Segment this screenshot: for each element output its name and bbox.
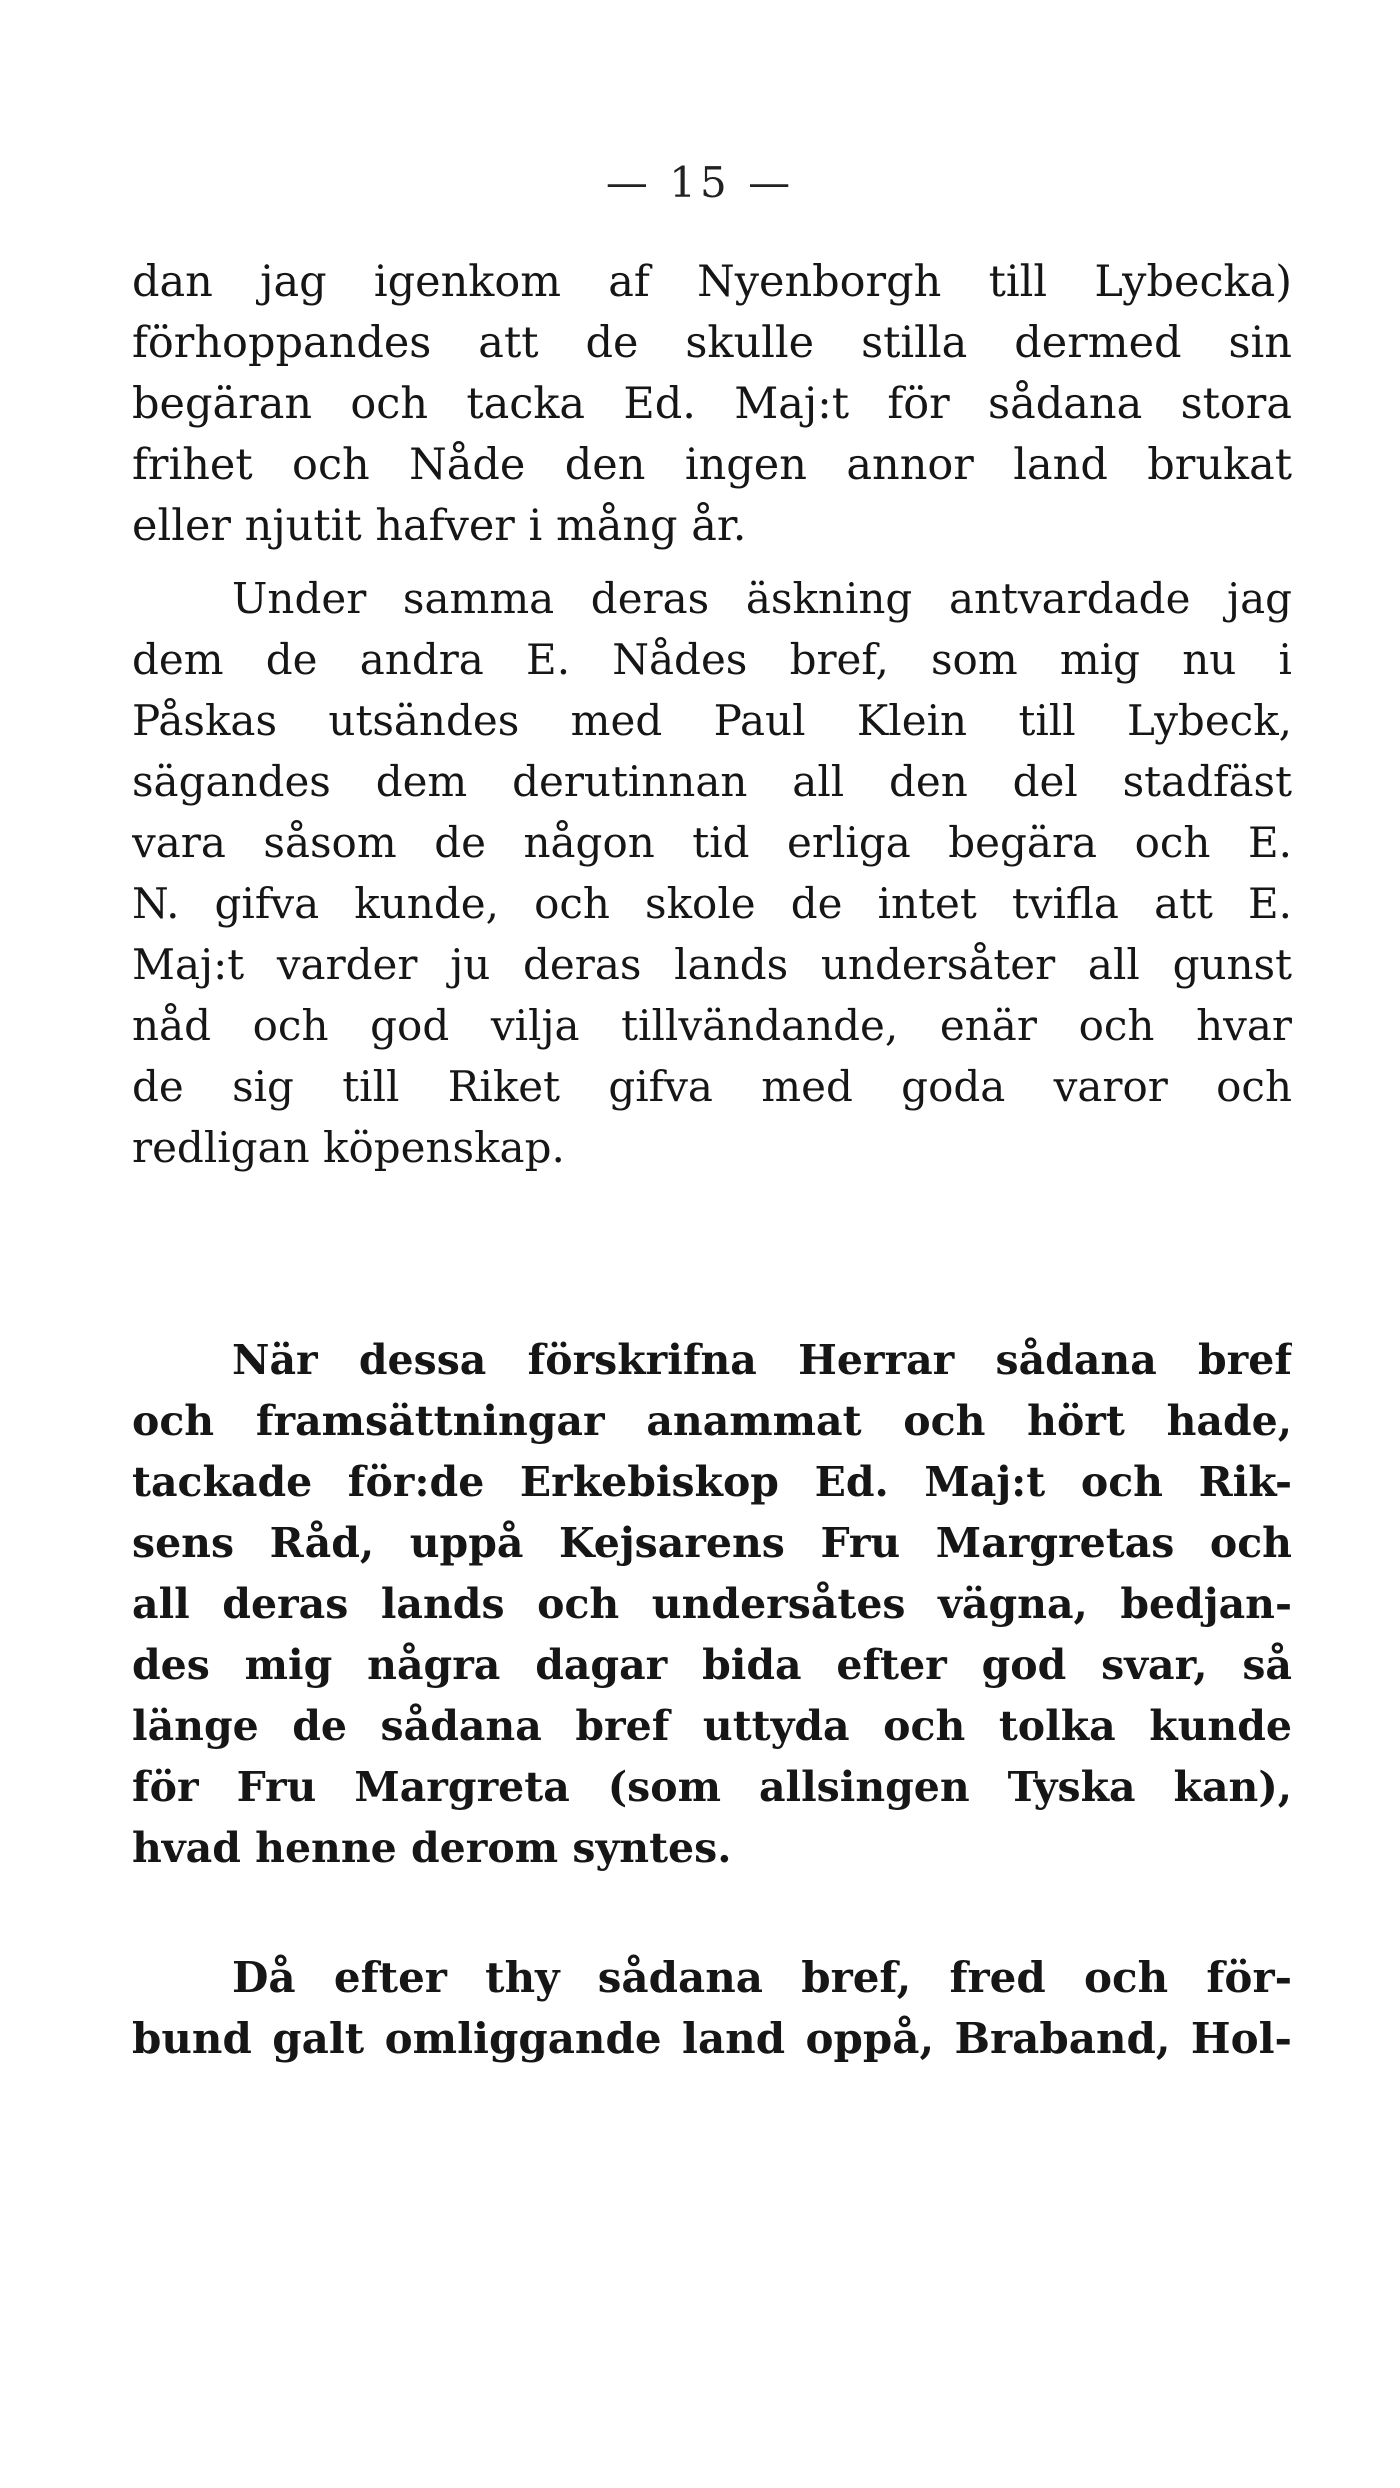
text-line: När dessa förskrifna Herrar sådana bref	[232, 1336, 1292, 1384]
text-line: nåd och god vilja tillvändande, enär och hvar	[132, 1001, 1292, 1050]
page-number-header: — 15 —	[605, 158, 795, 207]
text-line: eller njutit hafver i mång år.	[132, 501, 747, 551]
text-line: redligan köpenskap.	[132, 1123, 565, 1172]
text-line: des mig några dagar bida efter god svar, så	[132, 1641, 1292, 1689]
text-line: Påskas utsändes med Paul Klein till Lybeck,	[132, 696, 1292, 745]
text-line: och framsättningar anammat och hört hade,	[132, 1397, 1292, 1445]
text-line: dem de andra E. Nådes bref, som mig nu i	[132, 635, 1292, 684]
text-line: dan jag igenkom af Nyenborgh till Lybecka)	[132, 257, 1292, 307]
text-line: frihet och Nåde den ingen annor land brukat	[132, 440, 1292, 490]
text-line: begäran och tacka Ed. Maj:t för sådana stora	[132, 379, 1292, 429]
text-line: hvad henne derom syntes.	[132, 1824, 732, 1872]
text-line: sens Råd, uppå Kejsarens Fru Margretas och	[132, 1519, 1292, 1567]
text-line: Under samma deras äskning antvardade jag	[232, 574, 1292, 623]
text-line: de sig till Riket gifva med goda varor och	[132, 1062, 1292, 1111]
text-line: N. gifva kunde, och skole de intet tvifla att E.	[132, 879, 1292, 928]
text-line: all deras lands och undersåtes vägna, bedjan-	[132, 1580, 1292, 1628]
text-line: länge de sådana bref uttyda och tolka kunde	[132, 1702, 1292, 1750]
text-line: Maj:t varder ju deras lands undersåter all gunst	[132, 940, 1292, 989]
text-line: sägandes dem derutinnan all den del stadfäst	[132, 757, 1292, 806]
text-line: vara såsom de någon tid erliga begära och E.	[132, 818, 1292, 867]
paragraph-2	[132, 568, 1292, 1178]
paragraph-4	[132, 1947, 1292, 2069]
text-line: för Fru Margreta (som allsingen Tyska kan),	[132, 1763, 1292, 1811]
text-line: bund galt omliggande land oppå, Braband, Hol-	[132, 2014, 1292, 2063]
paragraph-3	[132, 1330, 1292, 1879]
text-line: Då efter thy sådana bref, fred och för-	[232, 1953, 1292, 2002]
text-line: tackade för:de Erkebiskop Ed. Maj:t och Rik-	[132, 1458, 1292, 1506]
text-line: förhoppandes att de skulle stilla dermed sin	[132, 318, 1292, 368]
paragraph-1	[132, 252, 1292, 557]
